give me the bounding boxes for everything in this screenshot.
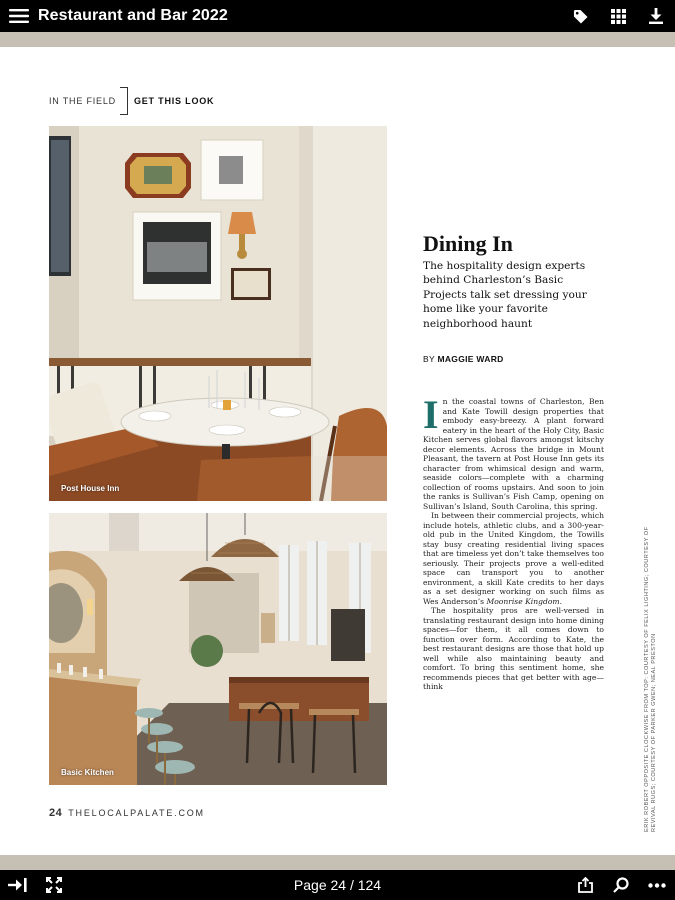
more-icon — [648, 883, 666, 888]
search-button[interactable] — [603, 870, 639, 900]
share-button[interactable] — [567, 870, 603, 900]
share-icon — [578, 877, 593, 893]
tag-icon — [573, 9, 588, 24]
body-paragraph-2 — [423, 511, 604, 606]
top-toolbar — [0, 0, 675, 32]
photo-credits — [644, 512, 658, 832]
article-dek: The hospitality design experts behind Charleston’s Basic Projects talk set dressing your home like your favorite neighborhood haunt — [423, 260, 587, 330]
section-kicker — [49, 87, 214, 115]
exit-icon — [8, 878, 28, 892]
drop-cap: I — [423, 392, 439, 437]
folio-page-number: 24 — [49, 807, 63, 819]
menu-icon — [9, 8, 29, 24]
restaurant-interior-illustration — [49, 513, 387, 785]
page-indicator: Page 24 / 124 — [293, 877, 382, 893]
credit-line-1: ERIK ROBERT OPPOSITE CLOCKWISE FROM TOP: COURTESY OF FELIX LIGHTING; COURTESY OF — [644, 526, 650, 832]
bottom-toolbar — [0, 870, 675, 900]
section-label: IN THE FIELD — [49, 96, 116, 106]
paragraph-2-end: . — [559, 596, 563, 606]
photo-basic-kitchen — [49, 513, 387, 785]
search-icon — [613, 877, 629, 893]
credit-line-2: REVIVAL RUGS; COURTESY OF PARKER GWEN; NEAL PRESTON — [651, 633, 657, 832]
magazine-page[interactable] — [0, 47, 675, 855]
download-button[interactable] — [637, 0, 675, 32]
more-button[interactable] — [639, 870, 675, 900]
subsection-label: GET THIS LOOK — [133, 96, 215, 106]
paragraph-1-text: n the coastal towns of Charleston, Ben and Kate Towill design properties that embody easy-breezy. A plant forward eatery in the heart of the Holy City, Basic Kitchen serves global flavors amongst kitschy decor elements. Across the bridge in Mount Pleasant, the tavern at Post House Inn gets its character from whimsical design and warm, seaside colors—complete with a charming collection of rooms upstairs. And soon to join the ranks is Sullivan’s Fish Camp, opening on Sullivan’s Island, South Carolina, this spring. — [423, 397, 604, 511]
body-paragraph-1 — [423, 392, 604, 511]
tag-button[interactable] — [561, 0, 599, 32]
download-icon — [649, 8, 663, 24]
paragraph-3-text: The hospitality pros are well-versed in translating restaurant design into home dining spaces—for them, it all comes down to function over form. According to Kate, the best restaurant designs are those that hold up well while also maintaining beauty and comfort. To bring this sentiment home, she recommends pieces that get better with age—think — [423, 606, 604, 691]
publication-title: Restaurant and Bar 2022 — [38, 7, 228, 24]
kicker-divider — [120, 87, 128, 115]
article-body — [423, 392, 604, 692]
menu-button[interactable] — [0, 0, 38, 32]
page-folio — [49, 807, 205, 819]
byline-author: MAGGIE WARD — [437, 354, 504, 364]
thumbnails-button[interactable] — [599, 0, 637, 32]
folio-site: THELOCALPALATE.COM — [68, 808, 205, 818]
article-headline: Dining In — [423, 231, 513, 256]
body-paragraph-3 — [423, 606, 604, 692]
photo-caption-bottom: Basic Kitchen — [61, 768, 114, 777]
photo-caption-top: Post House Inn — [61, 484, 120, 493]
dining-nook-illustration — [49, 126, 387, 501]
photo-post-house-inn — [49, 126, 387, 501]
film-title: Moonrise Kingdom — [486, 596, 560, 606]
fullscreen-button[interactable] — [36, 870, 72, 900]
fullscreen-icon — [46, 877, 62, 893]
paragraph-2-text: In between their commercial projects, which include hotels, athletic clubs, and a 300-year-old pub in the United Kingdom, the Towills stay busy creating residential living spaces that are timeless yet don’t take themselves too seriously. Their projects prove a well-edited space can transport you to another environment, a skill Kate credits to her days as a set designer working on such films as Wes Anderson’s — [423, 511, 604, 606]
grid-icon — [611, 9, 626, 24]
exit-button[interactable] — [0, 870, 36, 900]
byline-prefix: BY — [423, 354, 435, 364]
article-byline — [423, 354, 504, 364]
